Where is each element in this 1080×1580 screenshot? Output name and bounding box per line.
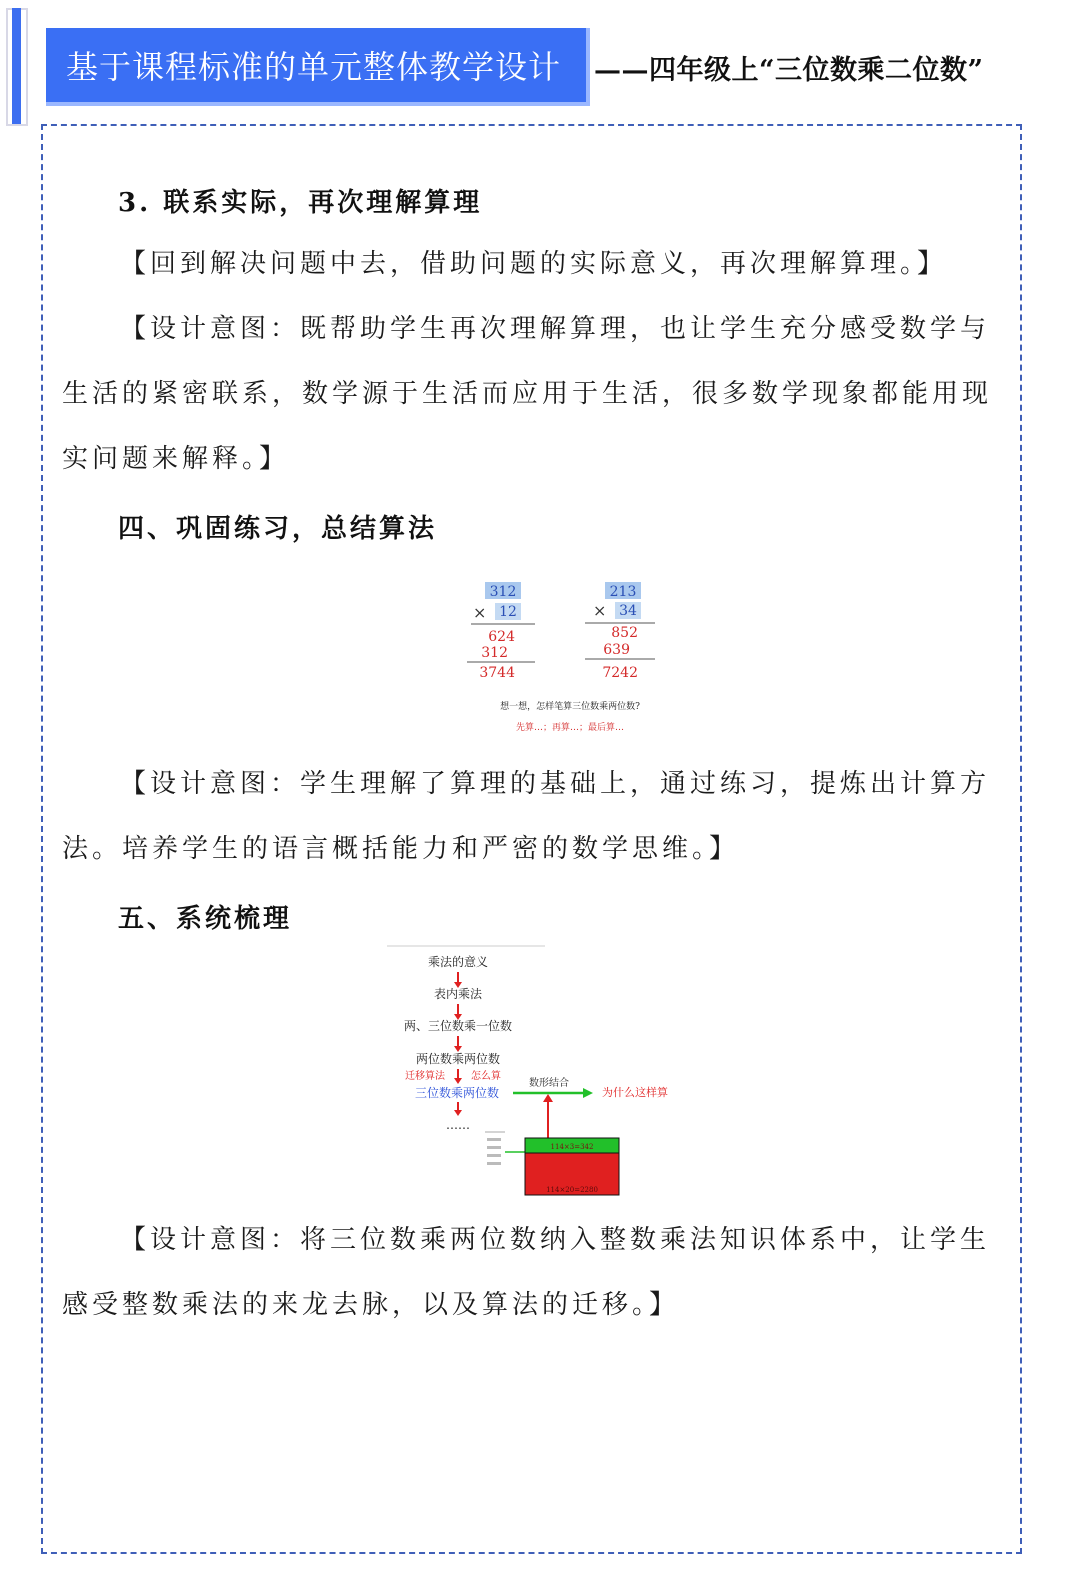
flow-node-why: 为什么这样算 [602, 1086, 668, 1099]
area-model-figure [485, 1132, 619, 1195]
flow-label-how: 怎么算 [471, 1071, 501, 1082]
section5-heading: 五、系统梳理 [118, 904, 293, 934]
calc1-bottom: 12 [499, 604, 517, 620]
section4-heading: 四、巩固练习，总结算法 [118, 514, 438, 544]
calc2-partial1: 852 [611, 625, 638, 641]
area-model-small-label: 114×3=342 [550, 1143, 594, 1151]
flow-node-table: 表内乘法 [433, 987, 483, 1001]
calc2-partial2: 639 [603, 642, 630, 658]
flow-label-combine: 数形结合 [529, 1078, 569, 1089]
section5-design-text: 【设计意图：将三位数乘两位数纳入整数乘法知识体系中，让学生感受整数乘法的来龙去脉，以及算法的迁移。】 [62, 1225, 991, 1320]
knowledge-flowchart [385, 942, 685, 1202]
calc1-result: 3744 [479, 665, 515, 681]
flow-node-one-digit: 两、三位数乘一位数 [403, 1019, 513, 1033]
flow-arrowhead-5 [454, 1110, 462, 1116]
section5-design-intent [62, 1208, 1007, 1338]
flow-node-meaning: 乘法的意义 [427, 955, 489, 969]
calc2-top: 213 [609, 584, 637, 600]
calc1-partial2: 312 [481, 645, 508, 661]
calc2-result: 7242 [602, 665, 638, 681]
flow-label-migrate: 迁移算法 [405, 1071, 445, 1082]
flow-arrowhead-green [583, 1088, 593, 1098]
section3-note [62, 232, 1007, 297]
flow-arrowhead-up [543, 1094, 553, 1102]
header-accent-bar [12, 8, 21, 124]
flow-node-more: …… [446, 1118, 470, 1132]
section4-design-text: 【设计意图：学生理解了算理的基础上，通过练习，提炼出计算方法。培养学生的语言概括能力和严密的数学思维。】 [62, 769, 991, 864]
flow-node-three-digit: 三位数乘两位数 [414, 1086, 500, 1100]
calc2-bottom: 34 [619, 603, 637, 619]
section3-note-text: 【回到解决问题中去，借助问题的实际意义，再次理解算理。】 [120, 249, 948, 279]
section3-design-intent [62, 297, 1007, 492]
section3-heading: 3. 联系实际，再次理解算理 [118, 188, 483, 218]
page-subtitle: ——四年级上“三位数乘二位数” [594, 55, 984, 86]
page-title: 基于课程标准的单元整体教学设计 [46, 28, 590, 106]
area-model-large-label: 114×20=2280 [546, 1186, 598, 1194]
calc-steps: 先算…；再算…；最后算… [515, 723, 625, 733]
section3-design-text: 【设计意图：既帮助学生再次理解算理，也让学生充分感受数学与生活的紧密联系，数学源于生活而应用于生活，很多数学现象都能用现实问题来解释。】 [62, 314, 993, 474]
calc1-times: × [473, 603, 487, 622]
calc-prompt: 想一想，怎样笔算三位数乘两位数? [500, 702, 640, 712]
multiplication-examples [455, 578, 685, 743]
calc2-times: × [593, 601, 607, 620]
calc1-top: 312 [489, 584, 517, 600]
section4-design-intent [62, 752, 1007, 882]
flow-arrowhead-4 [454, 1078, 462, 1084]
calc1-partial1: 624 [488, 629, 515, 645]
flow-node-two-digit: 两位数乘两位数 [415, 1052, 501, 1066]
